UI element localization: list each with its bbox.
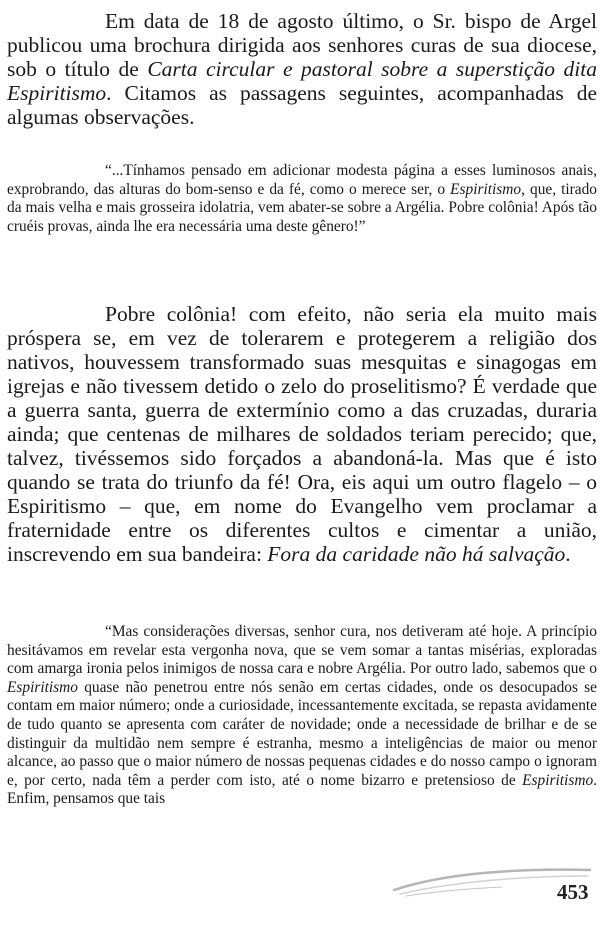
quote-text: “Mas considerações diversas, senhor cura, nos detiveram até hoje. A princípio hesitávamos em revelar esta vergonha nova, que se vem somar a tantas misérias, exploradas com amarga ironia pelos inimigos de nossa cara e nobre Argélia. Por outro lado, sabemos que o [7, 623, 597, 678]
page-number: 453 [557, 880, 589, 904]
paragraph-intro [7, 9, 597, 129]
quote-text: , que, tirado da mais velha e mais grosseira idolatria, vem abater-se sobre a Argélia. Pobre colônia! Após tão cruéis provas, ainda lhe era necessária uma deste gênero!” [7, 180, 598, 235]
paragraph-text: . Citamos as passagens seguintes, acompanhadas de algumas observações. [7, 81, 597, 129]
quote-text: . Enfim, pensamos que tais [7, 771, 597, 808]
paragraph-text: . [565, 542, 571, 566]
emphasis-term: Espiritismo [7, 678, 78, 696]
paragraph-commentary [7, 302, 597, 566]
quote-1 [7, 162, 597, 236]
motto: Fora da caridade não há salvação [267, 542, 566, 566]
quote-text: “...Tínhamos pensado em adicionar modesta página a esses luminosos anais, exprobrando, das alturas do bom-senso e da fé, como o merece ser, o [7, 162, 597, 198]
brochure-title: Carta circular e pastoral sobre a superstição dita Espiritismo [7, 57, 597, 105]
paragraph-text: Em data de 18 de agosto último, o Sr. bispo de Argel publicou uma brochura dirigida aos senhores curas de sua diocese, sob o título de [7, 9, 597, 81]
quote-text: quase não penetrou entre nós senão em certas cidades, onde os desocupados se contam em maior número; onde a curiosidade, incessantemente excitada, se repasta avidamente de tudo quanto se apresenta com caráter de novidade; onde a necessidade de brilhar e de se distinguir da multidão nem sempre é estranha, mesmo a inteligências de maior ou menor alcance, ao passo que o maior número de nossas pequenas cidades e do nosso campo o ignoram e, por certo, nada têm a perder com isto, até o nome bizarro e pretensioso de [7, 678, 597, 789]
paragraph-text: Pobre colônia! com efeito, não seria ela muito mais próspera se, em vez de tolerarem e protegerem a religião dos nativos, houvessem transformado suas mesquitas e sinagogas em igrejas e não tivessem detido o zelo do proselitismo? É verdade que a guerra santa, guerra de extermínio como a das cruzadas, duraria ainda; que centenas de milhares de soldados teriam perecido; que, talvez, tivéssemos sido forçados a abandoná-la. Mas que é isto quando se trata do triunfo da fé! Ora, eis aqui um outro flagelo – o Espiritismo – que, em nome do Evangelho vem proclamar a fraternidade entre os diferentes cultos e cimentar a união, inscrevendo em sua bandeira: [7, 302, 597, 566]
emphasis-term: Espiritismo [450, 180, 522, 198]
quote-2 [7, 623, 597, 809]
emphasis-term: Espiritismo [522, 771, 594, 789]
